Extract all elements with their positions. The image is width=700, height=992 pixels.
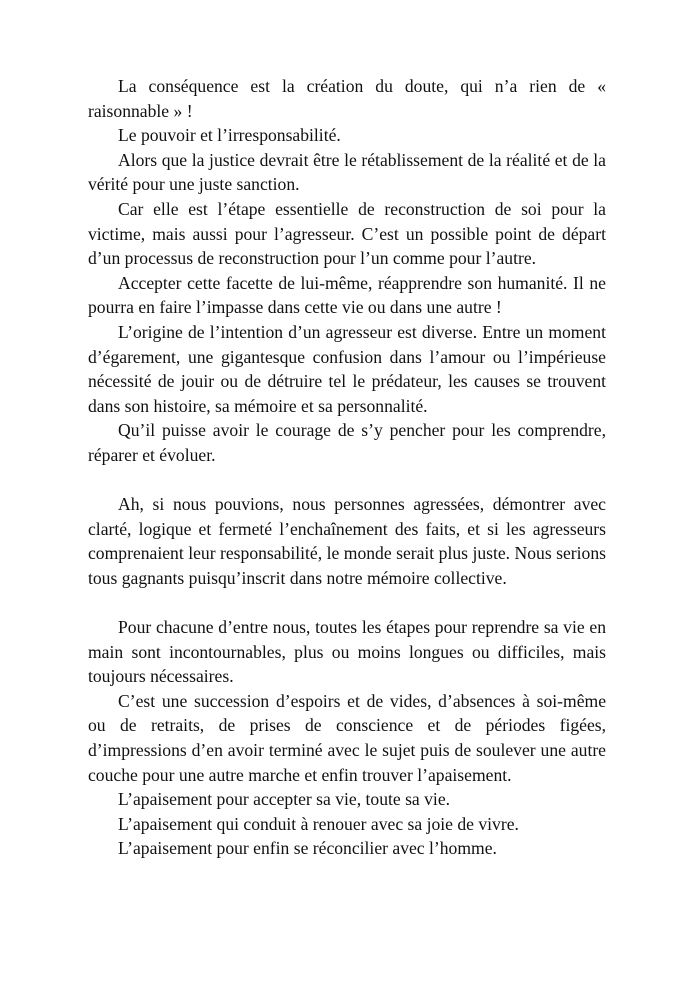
paragraph: Pour chacune d’entre nous, toutes les étapes pour reprendre sa vie en main sont incontournables, plus ou moins longues ou difficiles, mais toujours nécessaires. xyxy=(88,617,606,687)
paragraph: Ah, si nous pouvions, nous personnes agressées, démontrer avec clarté, logique et fermeté l’enchaînement des faits, et si les agresseurs comprenaient leur responsabilité, le monde serait plus juste. Nous serions tous gagnants puisqu’inscrit dans notre mémoire collective. xyxy=(88,494,606,588)
paragraph: Qu’il puisse avoir le courage de s’y pencher pour les comprendre, réparer et évoluer. xyxy=(88,420,606,465)
section-gap xyxy=(88,468,606,493)
paragraph: L’apaisement pour accepter sa vie, toute sa vie. xyxy=(118,789,451,810)
paragraph: Car elle est l’étape essentielle de reconstruction de soi pour la victime, mais aussi pour l’agresseur. C’est un possible point de départ d’un processus de reconstruction pour l’un comme pour l’autre. xyxy=(88,198,606,269)
paragraph: Le pouvoir et l’irresponsabilité. xyxy=(118,125,341,146)
paragraph: Alors que la justice devrait être le rétablissement de la réalité et de la vérité pour une juste sanction. xyxy=(88,149,606,195)
paragraph: L’apaisement qui conduit à renouer avec sa joie de vivre. xyxy=(118,813,519,834)
section-gap xyxy=(88,590,606,615)
paragraph: L’apaisement pour enfin se réconcilier avec l’homme. xyxy=(118,838,497,859)
section-3 xyxy=(88,615,606,861)
section-2 xyxy=(88,492,606,590)
paragraph: Accepter cette facette de lui-même, réapprendre son humanité. Il ne pourra en faire l’impasse dans cette vie ou dans une autre ! xyxy=(88,272,606,318)
document-page xyxy=(88,74,606,861)
paragraph: La conséquence est la création du doute, qui n’a rien de « raisonnable » ! xyxy=(88,76,606,121)
paragraph: C’est une succession d’espoirs et de vides, d’absences à soi-même ou de retraits, de prises de conscience et de périodes figées, d’impressions d’en avoir terminé avec le sujet puis de soulever une autre couche pour une autre marche et enfin trouver l’apaisement. xyxy=(88,690,606,785)
paragraph: L’origine de l’intention d’un agresseur est diverse. Entre un moment d’égarement, une gigantesque confusion dans l’amour ou l’impérieuse nécessité de jouir ou de détruire tel le prédateur, les causes se trouvent dans son histoire, sa mémoire et sa personnalité. xyxy=(88,321,606,416)
section-1 xyxy=(88,74,606,468)
